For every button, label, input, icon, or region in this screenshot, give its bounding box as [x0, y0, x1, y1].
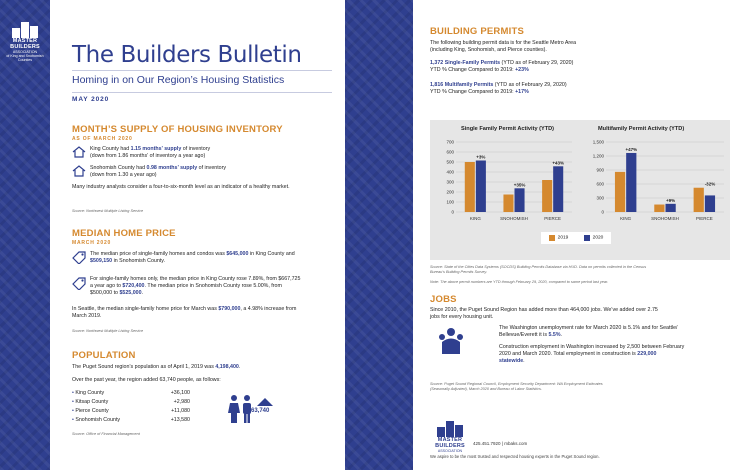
- y-tick-label: 500: [446, 159, 454, 165]
- newsletter-title: The Builders Bulletin: [72, 42, 302, 68]
- y-tick-label: 400: [446, 169, 454, 175]
- single-family-bar-2019-pierce: [542, 180, 552, 212]
- y-tick-label: 0: [601, 209, 604, 215]
- permits-note: Note: The above permit numbers are YTD through February 29, 2020, compared to same period last year.: [430, 280, 609, 284]
- county-population-list: [72, 389, 190, 425]
- house-icon: [72, 165, 86, 177]
- permits-intro: The following building permit data is for the Seattle Metro Area (including King, Snohomish, and Pierce counties).: [430, 40, 577, 53]
- right-page: [413, 0, 730, 470]
- logo-line3: of King and Snohomish Counties: [6, 54, 44, 62]
- population-source: Source: Office of Financial Management: [72, 432, 140, 436]
- x-tick-label: PIERCE: [695, 216, 713, 221]
- y-tick-label: 100: [446, 199, 454, 205]
- price-tag-icon: [72, 251, 86, 264]
- subtitle-divider: [72, 92, 332, 93]
- supply-title: MONTH’S SUPPLY OF HOUSING INVENTORY: [72, 124, 283, 135]
- logo-line1: MASTER BUILDERS: [435, 437, 465, 449]
- price-tag-icon: [72, 277, 86, 290]
- y-tick-label: 900: [596, 167, 604, 173]
- permits-title: BUILDING PERMITS: [430, 26, 524, 37]
- supply-note: Many industry analysts consider a four-to-six-month level as an indicator of a healthy market.: [72, 184, 290, 190]
- bar-change-label: -32%: [704, 181, 716, 187]
- list-item: • Snohomish County +13,580: [72, 416, 190, 425]
- left-page: [50, 0, 345, 470]
- single-family-bar-2020-snohomish: [515, 188, 525, 212]
- master-builders-logo: [430, 415, 470, 453]
- legend-item-2019: 2019: [549, 229, 569, 247]
- chart-title-multifamily: Multifamily Permit Activity (YTD): [598, 126, 685, 132]
- title-divider: [72, 70, 332, 71]
- bar-change-label: +47%: [625, 146, 638, 152]
- population-growth-total: 63,740: [251, 408, 270, 414]
- multifamily-bar-2020-snohomish: [666, 204, 676, 212]
- list-item: • Pierce County +11,080: [72, 407, 190, 416]
- multifamily-bar-2020-king: [626, 153, 636, 212]
- list-item: • King County +36,100: [72, 389, 190, 398]
- bar-change-label: +43%: [552, 160, 565, 166]
- median-paragraph-3: In Seattle, the median single-family home price for March was $790,000, a 4.98% increase from March 2019.: [72, 306, 297, 319]
- median-paragraph-2: For single-family homes only, the median price in King County rose 7.89%, from $667,725 a year ago to $720,400. The median price in Snohomish County rose 5.00%, from $500,000 to $525,000.: [90, 276, 301, 296]
- x-tick-label: SNOHOMISH: [500, 216, 528, 221]
- y-tick-label: 200: [446, 189, 454, 195]
- bar-change-label: +9%: [666, 197, 676, 203]
- jobs-paragraph-1: Since 2010, the Puget Sound Region has added more than 464,000 jobs. We’ve added over 2.75 jobs for every housing unit.: [430, 307, 658, 320]
- median-source: Source: Northwest Multiple Listing Service: [72, 329, 144, 333]
- footer-tagline: We aspire to be the most trusted and respected housing experts in the Puget Sound region.: [430, 454, 600, 459]
- logo-line2: ASSOCIATION: [437, 449, 463, 453]
- supply-date: AS OF MARCH 2020: [72, 136, 133, 142]
- median-title: MEDIAN HOME PRICE: [72, 228, 176, 239]
- y-tick-label: 300: [596, 195, 604, 201]
- house-icon: [72, 146, 86, 158]
- median-paragraph-1: The median price of single-family homes and condos was $645,000 in King County and $509,150 in Snohomish County.: [90, 251, 295, 264]
- jobs-title: JOBS: [430, 294, 457, 305]
- middle-pattern-band: [345, 0, 413, 470]
- multifamily-bar-2019-pierce: [694, 188, 704, 212]
- legend-item-2020: 2020: [584, 229, 604, 247]
- single-family-bar-2019-snohomish: [503, 195, 513, 213]
- single-family-bar-chart: [430, 134, 578, 230]
- logo-line2: ASSOCIATION: [12, 50, 38, 54]
- chart-title-single-family: Single Family Permit Activity (YTD): [461, 126, 555, 132]
- single-family-bar-2020-pierce: [553, 166, 563, 212]
- y-tick-label: 1,500: [592, 139, 604, 145]
- y-tick-label: 1,200: [592, 153, 604, 159]
- permits-single-family: 1,372 Single-Family Permits (YTD as of February 29, 2020) YTD % Change Compared to 2019: +23%: [430, 60, 574, 73]
- arrow-up-icon: [257, 398, 273, 406]
- bar-change-label: +35%: [513, 182, 526, 188]
- median-date: MARCH 2020: [72, 240, 112, 246]
- permits-source: Source: State of the Cities Data Systems (SOCDS) Building Permits Database via HUD. Data on permits collected in the Census Bureau’s Building Permits Survey.: [430, 265, 647, 274]
- population-title: POPULATION: [72, 350, 136, 361]
- jobs-source: Source: Puget Sound Regional Council, Employment Security Department: WA Employment Estimates (Seasonally Adjusted), March 2020 and Bureau of Labor Statistics.: [430, 382, 603, 391]
- jobs-paragraph-2: The Washington unemployment rate for March 2020 is 5.1% and for Seattle/ Bellevue/Everett it is 5.5%.: [499, 325, 678, 338]
- logo-line1: MASTER BUILDERS: [10, 38, 40, 50]
- workers-icon: [437, 327, 465, 357]
- list-item: • Kitsap County +2,980: [72, 398, 190, 407]
- population-paragraph-2: Over the past year, the region added 63,740 people, as follows:: [72, 377, 221, 383]
- multifamily-bar-2020-pierce: [705, 195, 715, 212]
- x-tick-label: PIERCE: [544, 216, 562, 221]
- single-family-bar-2020-king: [476, 161, 486, 213]
- newsletter-subtitle: Homing in on Our Region’s Housing Statistics: [72, 74, 285, 86]
- multifamily-bar-chart: [580, 134, 730, 230]
- y-tick-label: 300: [446, 179, 454, 185]
- population-paragraph-1: The Puget Sound region’s population as of April 1, 2019 was 4,198,400.: [72, 364, 241, 370]
- y-tick-label: 0: [451, 209, 454, 215]
- footer-logo-wrap: [430, 415, 472, 453]
- left-pattern-band: [0, 0, 50, 470]
- supply-king-text: King County had 1.15 months’ supply of inventory (down from 1.86 months’ of inventory a year ago): [90, 146, 211, 159]
- single-family-bar-2019-king: [465, 162, 475, 212]
- y-tick-label: 700: [446, 139, 454, 145]
- x-tick-label: KING: [620, 216, 632, 221]
- x-tick-label: KING: [469, 216, 481, 221]
- footer-contact[interactable]: 425.451.7920 | mbaks.com: [473, 441, 528, 446]
- bar-change-label: +3%: [476, 154, 486, 160]
- supply-source: Source: Northwest Multiple Listing Service: [72, 209, 144, 213]
- issue-date: MAY 2020: [72, 96, 110, 103]
- permits-multifamily: 1,816 Multifamily Permits (YTD as of February 29, 2020) YTD % Change Compared to 2019: +17%: [430, 82, 567, 95]
- jobs-paragraph-3: Construction employment in Washington increased by 2,500 between February 2020 and March 2020. Total employment in construction is 229,000 statewide.: [499, 344, 685, 364]
- logo-houses-icon: [12, 16, 38, 38]
- x-tick-label: SNOHOMISH: [651, 216, 679, 221]
- supply-snohomish-text: Snohomish County had 0.98 months’ supply of inventory (down from 1.30 a year ago): [90, 165, 227, 178]
- y-tick-label: 600: [596, 181, 604, 187]
- multifamily-bar-2019-snohomish: [654, 205, 664, 212]
- logo-houses-icon: [437, 415, 463, 437]
- multifamily-bar-2019-king: [615, 172, 625, 212]
- master-builders-logo: [3, 16, 47, 62]
- y-tick-label: 600: [446, 149, 454, 155]
- chart-legend: [541, 232, 611, 244]
